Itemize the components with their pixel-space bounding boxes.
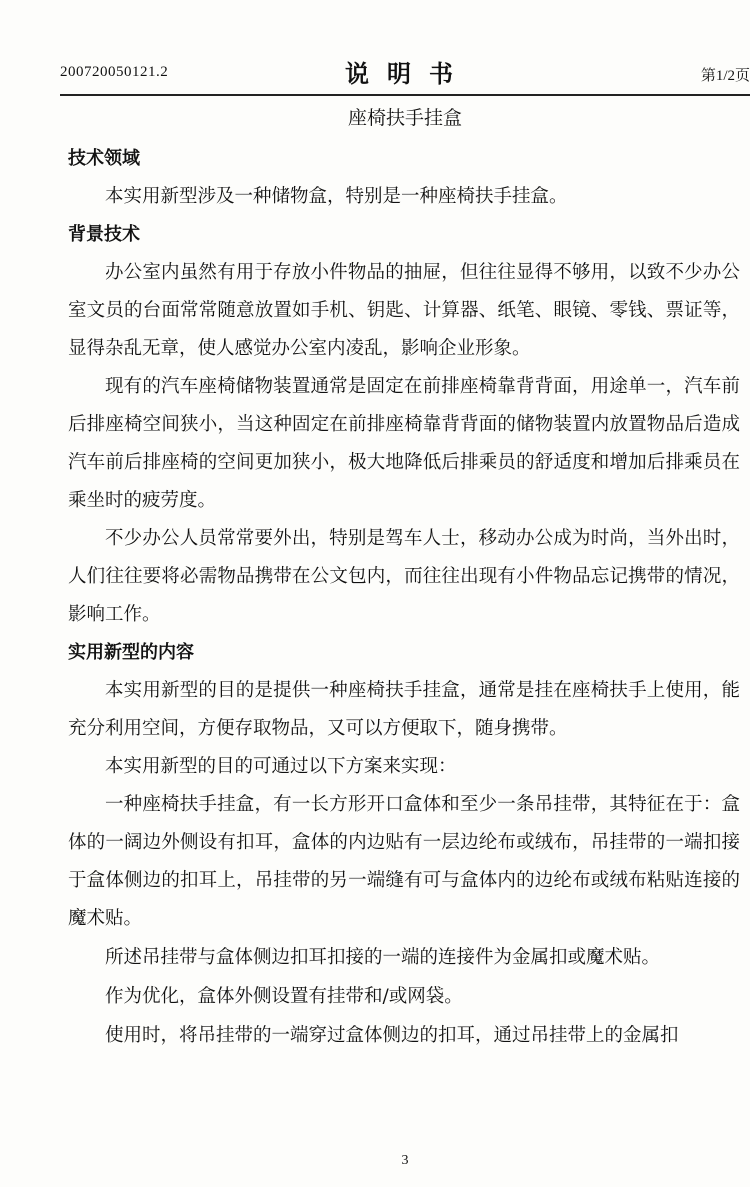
paragraph: 所述吊挂带与盒体侧边扣耳扣接的一端的连接件为金属扣或魔术贴。: [105, 947, 661, 968]
paragraph: 使用时，将吊挂带的一端穿过盒体侧边的扣耳，通过吊挂带上的金属扣: [105, 1025, 679, 1046]
page-info: 第1/2页: [700, 68, 750, 84]
paragraph: 本实用新型的目的是提供一种座椅扶手挂盒，通常是挂在座椅扶手上使用，能充分利用空间，方便存取物品，又可以方便取下，随身携带。: [68, 680, 740, 739]
doc-number: 200720050121.2: [60, 64, 169, 80]
paragraph: 现有的汽车座椅储物装置通常是固定在前排座椅靠背背面，用途单一，汽车前后排座椅空间狭小，当这种固定在前排座椅靠背背面的储物装置内放置物品后造成汽车前后排座椅的空间更加狭小，极大地降低后排乘员的舒适度和增加后排乘员在乘坐时的疲劳度。: [68, 376, 740, 511]
paragraph: 作为优化，盒体外侧设置有挂带和/或网袋。: [105, 986, 463, 1007]
paragraph: 本实用新型的目的可通过以下方案来实现：: [105, 756, 457, 777]
page-header: [0, 50, 750, 94]
document-title: 座椅扶手挂盒: [347, 107, 462, 129]
paragraph: 本实用新型涉及一种储物盒，特别是一种座椅扶手挂盒。: [105, 186, 568, 207]
section-background: [68, 216, 740, 634]
section-content: [68, 634, 740, 1055]
section-technical-field: [68, 140, 740, 216]
section-heading: 实用新型的内容: [68, 642, 194, 663]
header-divider: [60, 94, 750, 96]
paragraph: 不少办公人员常常要外出，特别是驾车人士，移动办公成为时尚，当外出时，人们往往要将必需物品携带在公文包内，而往往出现有小件物品忘记携带的情况，影响工作。: [68, 528, 740, 625]
section-heading: 背景技术: [68, 224, 140, 245]
page-number: 3: [401, 1153, 409, 1168]
doc-type-title: 说明书: [345, 59, 471, 88]
document-body: [68, 140, 740, 1055]
paragraph: 办公室内虽然有用于存放小件物品的抽屉，但往往显得不够用，以致不少办公室文员的台面常常随意放置如手机、钥匙、计算器、纸笔、眼镜、零钱、票证等，显得杂乱无章，使人感觉办公室内凌乱，影响企业形象。: [68, 262, 740, 359]
section-heading: 技术领域: [68, 148, 140, 169]
paragraph: 一种座椅扶手挂盒，有一长方形开口盒体和至少一条吊挂带，其特征在于：盒体的一阔边外侧设有扣耳，盒体的内边贴有一层边纶布或绒布，吊挂带的一端扣接于盒体侧边的扣耳上，吊挂带的另一端缝有可与盒体内的边纶布或绒布粘贴连接的魔术贴。: [68, 794, 740, 929]
